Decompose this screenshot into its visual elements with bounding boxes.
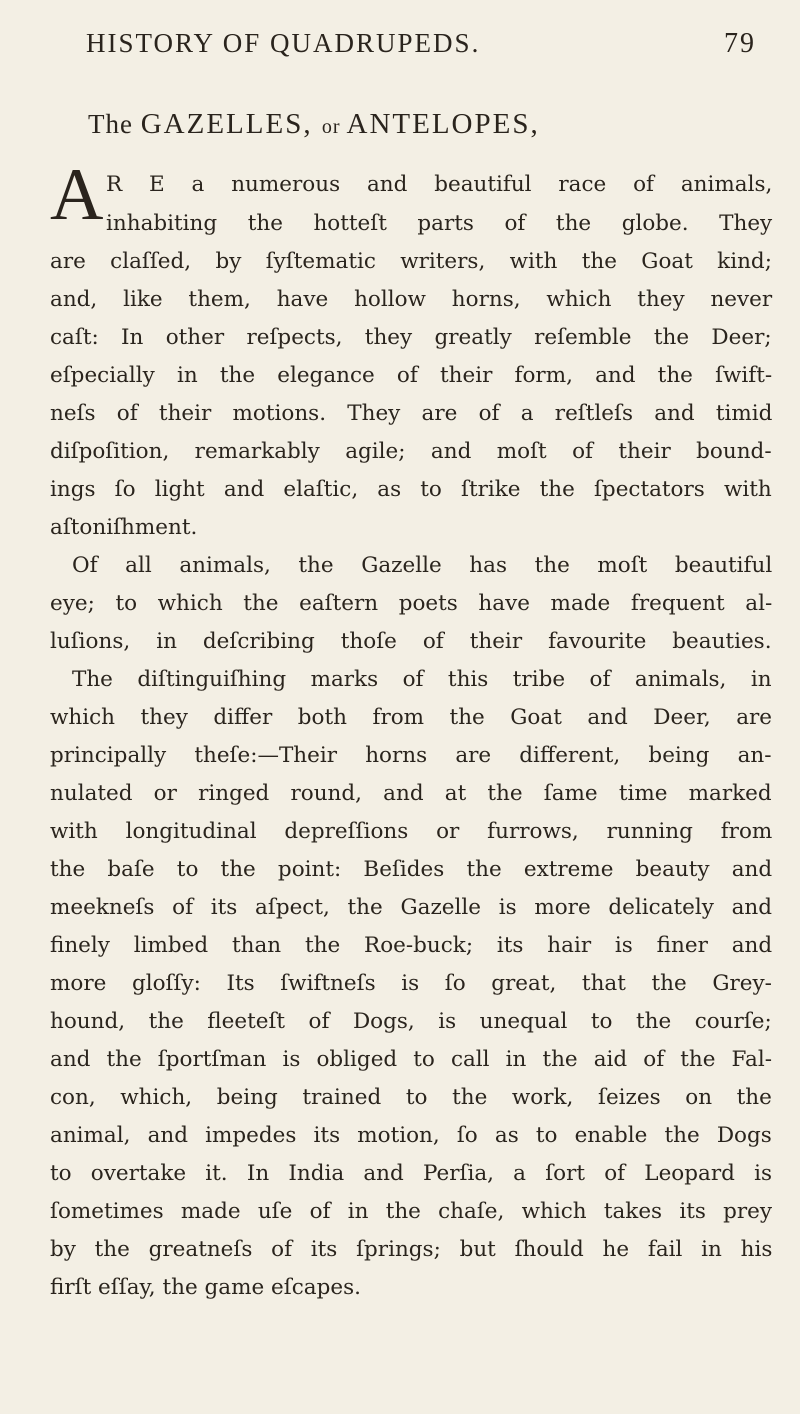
text-line: aſtoniſhment. bbox=[50, 515, 198, 540]
text-line: caſt: In other reſpects, they greatly reſemble the Deer; bbox=[50, 325, 772, 350]
heading-word-antelopes: ANTELOPES, bbox=[346, 108, 540, 140]
text-line: diſpoſition, remarkably agile; and moſt of their bound- bbox=[50, 439, 772, 464]
chapter-heading bbox=[88, 108, 768, 148]
text-line: are claſſed, by ſyſtematic writers, with the Goat kind; bbox=[50, 249, 772, 274]
text-line: Of all animals, the Gazelle has the moſt beautiful bbox=[72, 553, 773, 578]
text-line: luſions, in deſcribing thoſe of their favourite beauties. bbox=[50, 629, 772, 654]
text-line: to overtake it. In India and Perſia, a ſort of Leopard is bbox=[50, 1161, 772, 1186]
running-head bbox=[86, 28, 756, 68]
text-line: eſpecially in the elegance of their form, and the ſwift- bbox=[50, 363, 773, 388]
running-title: HISTORY OF QUADRUPEDS. bbox=[86, 28, 481, 58]
text-line: nulated or ringed round, and at the ſame time marked bbox=[50, 781, 772, 806]
text-line: more gloſſy: Its ſwiftneſs is ſo great, that the Grey- bbox=[50, 971, 772, 996]
heading-word-the: The bbox=[88, 109, 141, 139]
text-line: R E a numerous and beautiful race of animals, bbox=[106, 172, 773, 197]
page-number: 79 bbox=[724, 28, 756, 59]
text-line: ſometimes made uſe of in the chaſe, which takes its prey bbox=[50, 1199, 773, 1224]
text-line: which they differ both from the Goat and Deer, are bbox=[50, 705, 773, 730]
text-line: firſt eſſay, the game eſcapes. bbox=[50, 1275, 361, 1300]
heading-word-gazelles: GAZELLES, bbox=[140, 108, 322, 140]
text-line: finely limbed than the Roe-buck; its hair is finer and bbox=[50, 933, 773, 958]
text-line: the baſe to the point: Beſides the extreme beauty and bbox=[50, 857, 773, 882]
text-line: animal, and impedes its motion, ſo as to enable the Dogs bbox=[50, 1123, 772, 1148]
text-line: by the greatneſs of its ſprings; but ſhould he fail in his bbox=[50, 1237, 773, 1262]
text-line: neſs of their motions. They are of a reſtleſs and timid bbox=[50, 401, 773, 426]
text-line: principally theſe:—Their horns are different, being an- bbox=[50, 743, 772, 768]
text-line: The diſtinguiſhing marks of this tribe of animals, in bbox=[72, 667, 772, 692]
text-line: con, which, being trained to the work, ſeizes on the bbox=[50, 1085, 772, 1110]
text-line: and the ſportſman is obliged to call in the aid of the Fal- bbox=[50, 1047, 772, 1072]
text-line: meekneſs of its aſpect, the Gazelle is more delicately and bbox=[50, 895, 773, 920]
text-line: and, like them, have hollow horns, which they never bbox=[50, 287, 773, 312]
text-line: with longitudinal depreſſions or furrows, running from bbox=[50, 819, 773, 844]
heading-word-or: or bbox=[321, 116, 347, 138]
text-line: eye; to which the eaſtern poets have made frequent al- bbox=[50, 591, 773, 616]
text-line: ings ſo light and elaſtic, as to ſtrike the ſpectators with bbox=[50, 477, 772, 502]
text-line: hound, the fleeteſt of Dogs, is unequal to the courſe; bbox=[50, 1009, 772, 1034]
drop-cap: A bbox=[50, 154, 104, 236]
text-line: inhabiting the hotteſt parts of the globe. They bbox=[106, 211, 773, 236]
